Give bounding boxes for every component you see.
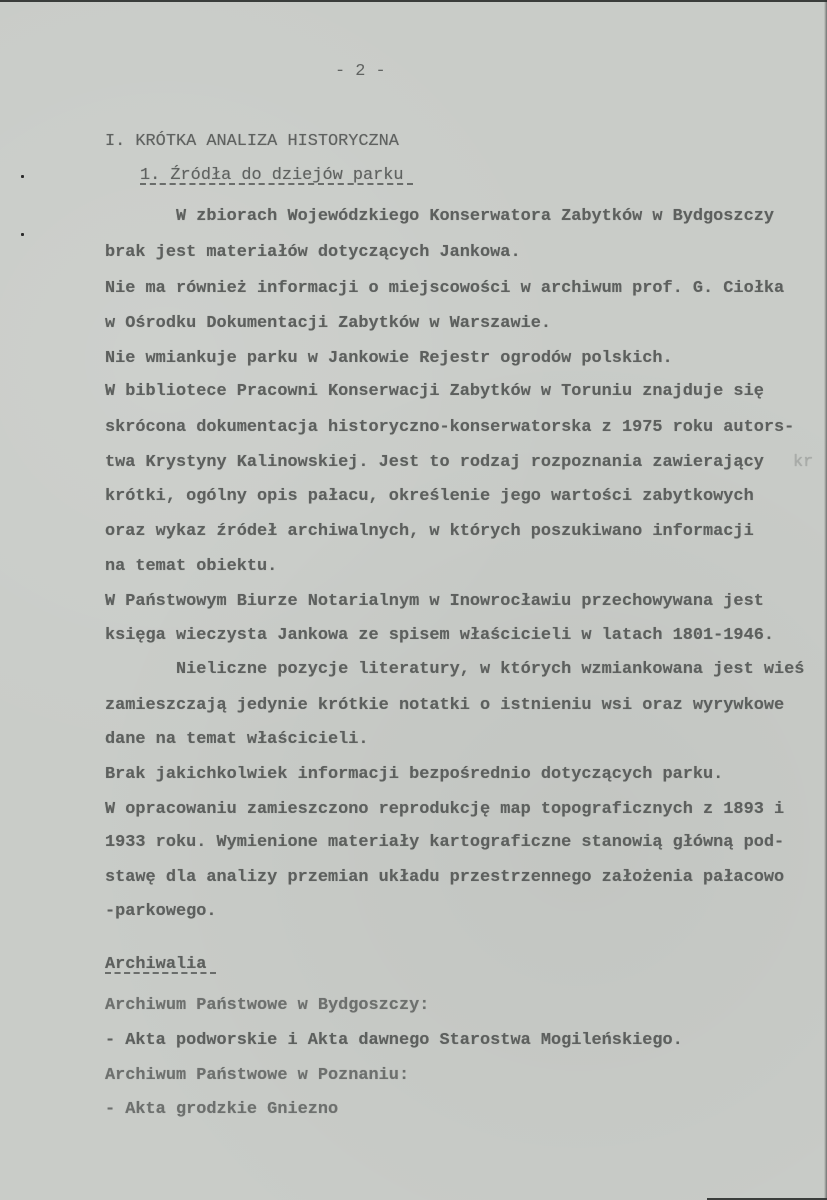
archive-institution: Archiwum Państwowe w Bydgoszczy: [105, 996, 430, 1015]
body-line: W zbiorach Wojewódzkiego Konserwatora Zabytków w Bydgoszczy [105, 207, 774, 226]
archive-item: - Akta podworskie i Akta dawnego Starostwa Mogileńskiego. [105, 1031, 683, 1050]
body-line: krótki, ogólny opis pałacu, określenie jego wartości zabytkowych [105, 487, 754, 506]
page-number: - 2 - [335, 62, 386, 81]
body-line: 1933 roku. Wymienione materiały kartograficzne stanowią główną pod- [105, 833, 785, 852]
body-line: W opracowaniu zamieszczono reprodukcję map topograficznych z 1893 i [105, 800, 785, 819]
archive-item: - Akta grodzkie Gniezno [105, 1100, 339, 1119]
body-line: zamieszczają jedynie krótkie notatki o istnieniu wsi oraz wyrywkowe [105, 696, 785, 715]
body-line: na temat obiektu. [105, 557, 278, 576]
body-line: oraz wykaz źródeł archiwalnych, w których poszukiwano informacji [105, 522, 754, 541]
body-line: skrócona dokumentacja historyczno-konserwatorska z 1975 roku autors- [105, 418, 795, 437]
struck-ghost-text: kr [793, 453, 814, 472]
body-line: w Ośrodku Dokumentacji Zabytków w Warszawie. [105, 314, 551, 333]
subsection-heading: 1. Źródła do dziejów parku [140, 166, 414, 185]
body-line: Nieliczne pozycje literatury, w których wzmiankowana jest wieś [105, 660, 805, 679]
scan-edge-top [0, 0, 827, 2]
body-line: Nie ma również informacji o miejscowości w archiwum prof. G. Ciołka [105, 279, 785, 298]
body-line: dane na temat właścicieli. [105, 730, 369, 749]
body-line: W bibliotece Pracowni Konserwacji Zabytków w Toruniu znajduje się [105, 382, 764, 401]
body-line: brak jest materiałów dotyczących Jankowa. [105, 243, 521, 262]
archives-heading: Archiwalia [105, 955, 217, 974]
body-line: księga wieczysta Jankowa ze spisem właścicieli w latach 1801-1946. [105, 626, 774, 645]
body-line: Brak jakichkolwiek informacji bezpośrednio dotyczących parku. [105, 765, 724, 784]
body-line: -parkowego. [105, 902, 217, 921]
body-line: stawę dla analizy przemian układu przestrzennego założenia pałacowo [105, 868, 785, 887]
body-line: W Państwowym Biurze Notarialnym w Inowrocławiu przechowywana jest [105, 592, 764, 611]
section-heading: I. KRÓTKA ANALIZA HISTORYCZNA [105, 132, 399, 151]
archive-institution: Archiwum Państwowe w Poznaniu: [105, 1066, 410, 1085]
body-line: Nie wmiankuje parku w Jankowie Rejestr ogrodów polskich. [105, 349, 673, 368]
body-line: twa Krystyny Kalinowskiej. Jest to rodzaj rozpoznania zawierający [105, 453, 764, 472]
margin-punch-dot [21, 233, 24, 236]
margin-punch-dot [21, 175, 24, 178]
